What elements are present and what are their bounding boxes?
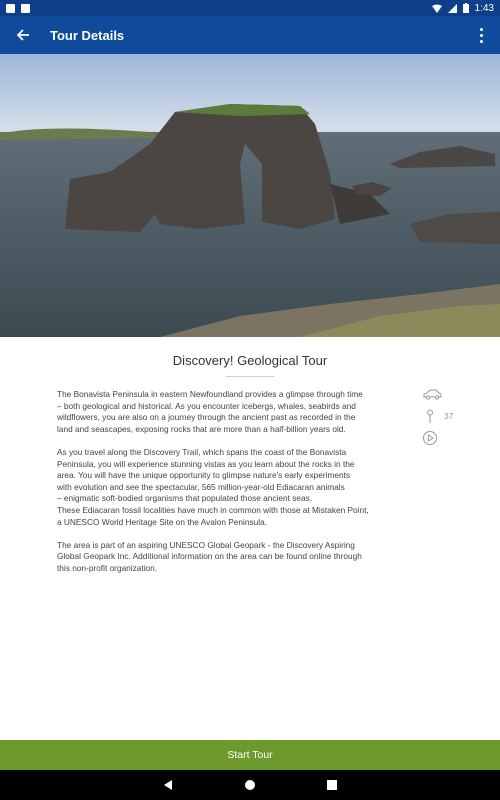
arrow-back-icon — [16, 28, 30, 42]
tour-title: Discovery! Geological Tour — [172, 353, 328, 368]
tour-description — [57, 389, 413, 586]
nav-recents-icon[interactable] — [326, 779, 338, 791]
status-bar — [0, 0, 500, 16]
nav-back-icon[interactable] — [162, 779, 174, 791]
status-time: 1:43 — [474, 2, 494, 14]
nav-home-icon[interactable] — [244, 779, 256, 791]
system-navigation-bar — [0, 770, 500, 800]
back-button[interactable] — [12, 24, 34, 46]
tour-hero-image — [0, 54, 500, 337]
battery-icon — [463, 3, 469, 13]
description-paragraph: The area is part of an aspiring UNESCO Global Geopark - the Discovery Aspiring Global Geopark Inc. Additional information on the area can be found online through this non-profit organization. — [57, 539, 362, 573]
wifi-icon — [432, 4, 442, 13]
page-title: Tour Details — [50, 27, 125, 43]
car-icon — [422, 389, 442, 400]
notification-icon — [6, 4, 15, 13]
description-paragraph: The Bonavista Peninsula in eastern Newfoundland provides a glimpse through time – both geological and historical. As you encounter icebergs, whales, seabirds and wildflowers, you are also on a journey through the ancient past as recorded in the land and seascapes, exposing rocks that are more than a half-billion years old. — [57, 389, 363, 434]
more-vertical-icon — [480, 28, 483, 31]
app-bar — [0, 16, 500, 54]
start-tour-button[interactable]: Start Tour — [0, 740, 500, 770]
description-paragraph: As you travel along the Discovery Trail, which spans the coast of the Bonavista Peninsula, you will experience stunning vistas as you learn about the rocks in the area. You will have the unique opportunity to glimpse nature's early experiments with evolution and see the spectacular, 565 million-year-old Ediacaran animals – enigmatic soft-bodied organisms that populated those ancient seas. These Ediacaran fossil localities have much in common with those at Mistaken Point, a UNESCO World Heritage Site on the Avalon Peninsula. — [57, 446, 369, 527]
play-button[interactable] — [422, 427, 472, 449]
title-divider — [226, 376, 274, 377]
tour-details — [0, 337, 500, 740]
tour-info-panel — [422, 383, 472, 449]
signal-icon — [448, 4, 457, 13]
location-pin-icon — [422, 409, 438, 423]
notification-icon — [21, 4, 30, 13]
more-options-button[interactable] — [474, 24, 488, 46]
stop-count: 37 — [444, 411, 454, 421]
play-circle-icon — [422, 430, 438, 446]
